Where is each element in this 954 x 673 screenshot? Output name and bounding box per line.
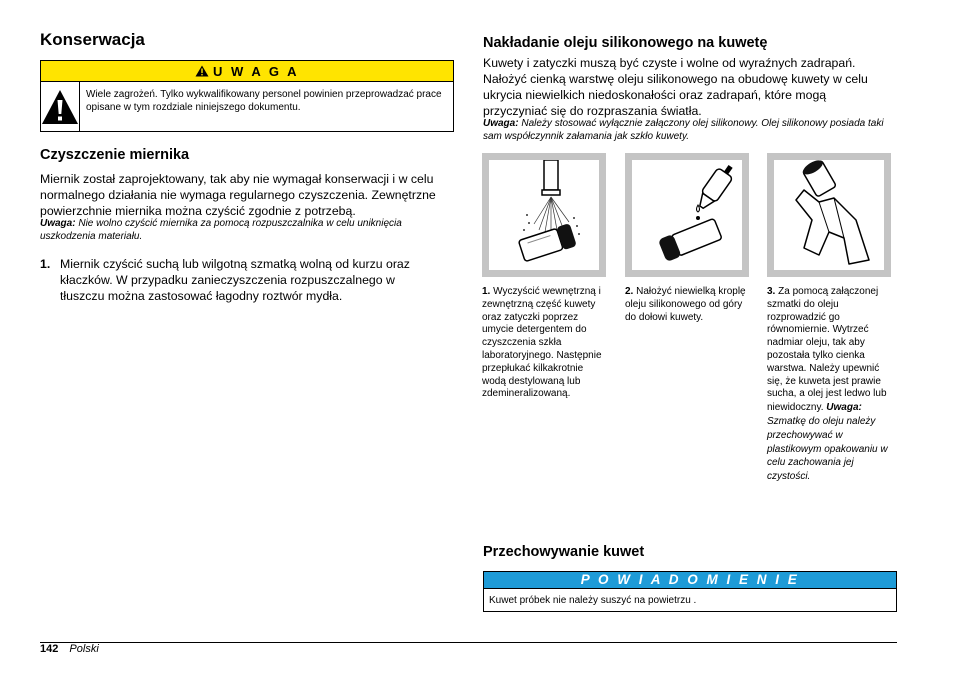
- notice-text: Kuwet próbek nie należy suszyć na powietrzu .: [489, 595, 697, 606]
- section-title: Konserwacja: [40, 30, 145, 49]
- oil-note: [483, 117, 893, 143]
- caption-text: Wyczyścić wewnętrzną i zewnętrzną część kuwety oraz zatyczki poprzez umycie detergentem do czyszczenia szkła laboratoryjnego. Następnie przepłukać kilkakrotnie wodą destylowaną lub zdemineralizowaną.: [482, 286, 602, 400]
- oil-paragraph: Kuwety i zatyczki muszą być czyste i wolne od wyraźnych zadrapań. Nałożyć cienką warstwę oleju silikonowego na obudowę kuwety w celu ukrycia niewielkich niedoskonałości oraz zadrapań, które mogą przyczyniać się do rozpraszania światła.: [483, 56, 868, 118]
- figure-3: [767, 153, 891, 277]
- note-text: Należy stosować wyłącznie załączony olej silikonowy. Olej silikonowy posiada taki sam współczynnik załamania jak szkło kuwety.: [483, 118, 884, 142]
- notice-label: P O W I A D O M I E N I E: [484, 572, 896, 589]
- figure-2: [625, 153, 749, 277]
- note-label: Uwaga:: [483, 118, 519, 129]
- note-text: Szmatkę do oleju należy przechowywać w plastikowym opakowaniu w celu zachowania jej czystości.: [767, 415, 888, 483]
- notice-box: [483, 571, 897, 612]
- cleaning-heading: Czyszczenie miernika: [40, 147, 190, 163]
- note-text: Nie wolno czyścić miernika za pomocą rozpuszczalnika w celu uniknięcia uszkodzenia materiału.: [40, 218, 402, 242]
- warning-text: Wiele zagrożeń. Tylko wykwalifikowany personel powinien przeprowadzać prace opisane w tym rozdziale niniejszego dokumentu.: [86, 89, 442, 113]
- warning-label: U W A G A: [212, 63, 300, 79]
- note-label: Uwaga:: [40, 218, 76, 229]
- step-text: Miernik czyścić suchą lub wilgotną szmatką wolną od kurzu oraz kłaczków. W przypadku zanieczyszczenia rozpuszczalnego w tłuszczu można zastosować łagodny roztwór mydła.: [60, 257, 410, 303]
- footer: [40, 643, 99, 655]
- step-caption-2: [625, 286, 747, 324]
- caption-note: [767, 402, 888, 482]
- oil-drop-illustration: [632, 160, 742, 270]
- cleaning-paragraph: Miernik został zaprojektowany, tak aby nie wymagał konserwacji i w celu normalnego działania nie wymaga regularnego czyszczenia. Zewnętrzne powierzchnie miernika można czyścić zgodnie z potrzebą.: [40, 172, 436, 218]
- step-caption-1: [482, 286, 604, 401]
- caption-text: Za pomocą załączonej szmatki do oleju rozprowadzić go równomiernie. Wytrzeć nadmiar oleju, tak aby pozostała tylko cienka warstwa. Należy upewnić się, że kuweta jest prawie sucha, a olej jest ledwo lub niewidoczny.: [767, 286, 887, 414]
- cloth-wipe-illustration: [774, 160, 884, 270]
- caption-number: 3.: [767, 286, 776, 297]
- note-label: Uwaga:: [826, 402, 862, 414]
- warning-triangle-icon: [41, 89, 79, 125]
- oil-heading: Nakładanie oleju silikonowego na kuwetę: [483, 35, 768, 51]
- language-label: Polski: [69, 643, 99, 655]
- caption-text: Nałożyć niewielką kroplę oleju silikonowego od góry do dołowi kuwety.: [625, 286, 746, 323]
- caption-number: 1.: [482, 286, 491, 297]
- warning-header: [41, 61, 453, 82]
- cleaning-note: [40, 217, 458, 243]
- caption-number: 2.: [625, 286, 634, 297]
- warning-box: [40, 60, 454, 132]
- figure-1: [482, 153, 606, 277]
- page-number: 142: [40, 643, 59, 655]
- storage-heading: Przechowywanie kuwet: [483, 544, 645, 560]
- warning-small-icon: [195, 65, 209, 77]
- footer-divider: [40, 642, 897, 643]
- step-number: 1.: [40, 257, 51, 271]
- cuvette-washing-illustration: [489, 160, 599, 270]
- step-caption-3: [767, 286, 889, 484]
